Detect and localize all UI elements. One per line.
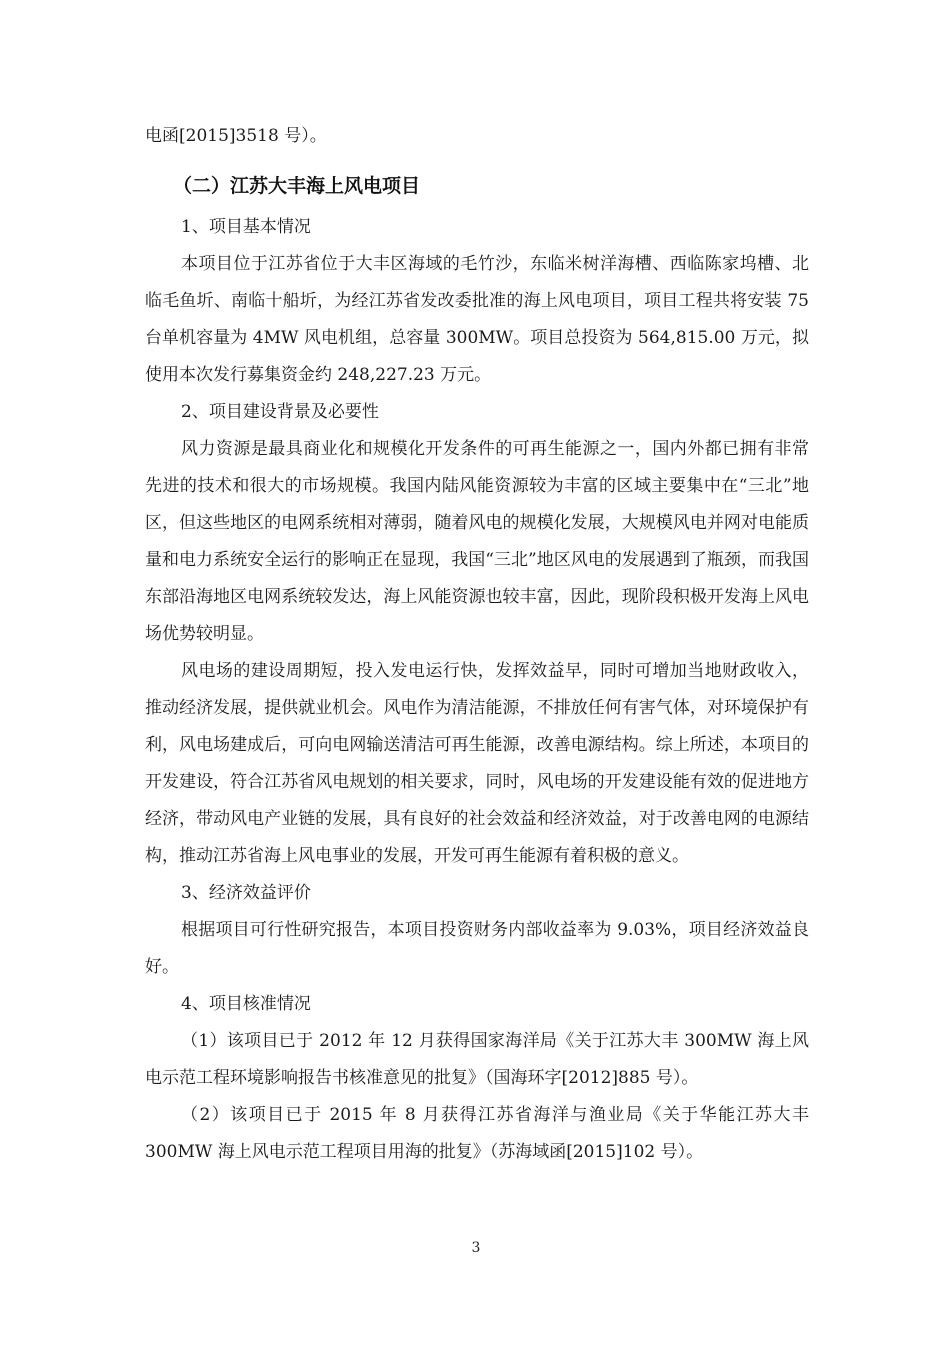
subsection-title-basic-info: 1、项目基本情况 <box>181 217 311 237</box>
subsection-title-approval: 4、项目核准情况 <box>181 994 311 1014</box>
subsection-title-economic: 3、经济效益评价 <box>181 883 311 903</box>
continued-line: 电函[2015]3518 号）。 <box>145 126 327 146</box>
section-heading: （二）江苏大丰海上风电项目 <box>173 175 421 197</box>
paragraph-background-2: 风电场的建设周期短，投入发电运行快，发挥效益早，同时可增加当地财政收入，推动经济发展，提供就业机会。风电作为清洁能源，不排放任何有害气体，对环境保护有利，风电场建成后，可向电网输送清洁可再生能源，改善电源结构。综上所述，本项目的开发建设，符合江苏省风电规划的相关要求，同时，风电场的开发建设能有效的促进地方经济，带动风电产业链的发展，具有良好的社会效益和经济效益，对于改善电网的电源结构，推动江苏省海上风电事业的发展，开发可再生能源有着积极的意义。 <box>145 661 809 866</box>
paragraph-approval-1: （1）该项目已于 2012 年 12 月获得国家海洋局《关于江苏大丰 300MW 海上风电示范工程环境影响报告书核准意见的批复》（国海环字[2012]885 号）。 <box>145 1031 809 1088</box>
paragraph-economic: 根据项目可行性研究报告，本项目投资财务内部收益率为 9.03%，项目经济效益良好。 <box>145 920 809 977</box>
subsection-title-background: 2、项目建设背景及必要性 <box>181 402 379 422</box>
page-number: 3 <box>471 1240 481 1256</box>
paragraph-background-1: 风力资源是最具商业化和规模化开发条件的可再生能源之一，国内外都已拥有非常先进的技术和很大的市场规模。我国内陆风能资源较为丰富的区域主要集中在“三北”地区，但这些地区的电网系统相对薄弱，随着风电的规模化发展，大规模风电并网对电能质量和电力系统安全运行的影响正在显现，我国“三北”地区风电的发展遇到了瓶颈，而我国东部沿海地区电网系统较发达，海上风能资源也较丰富，因此，现阶段积极开发海上风电场优势较明显。 <box>145 439 809 644</box>
paragraph-approval-2: （2）该项目已于 2015 年 8 月获得江苏省海洋与渔业局《关于华能江苏大丰 300MW 海上风电示范工程项目用海的批复》（苏海域函[2015]102 号）。 <box>145 1105 809 1162</box>
document-body <box>145 118 809 1171</box>
paragraph-basic-info: 本项目位于江苏省位于大丰区海域的毛竹沙，东临米树洋海槽、西临陈家坞槽、北临毛鱼圻、南临十船圻，为经江苏省发改委批准的海上风电项目，项目工程共将安装 75 台单机容量为 4MW 风电机组，总容量 300MW。项目总投资为 564,815.00 万元，拟使用本次发行募集资金约 248,227.23 万元。 <box>145 254 809 385</box>
